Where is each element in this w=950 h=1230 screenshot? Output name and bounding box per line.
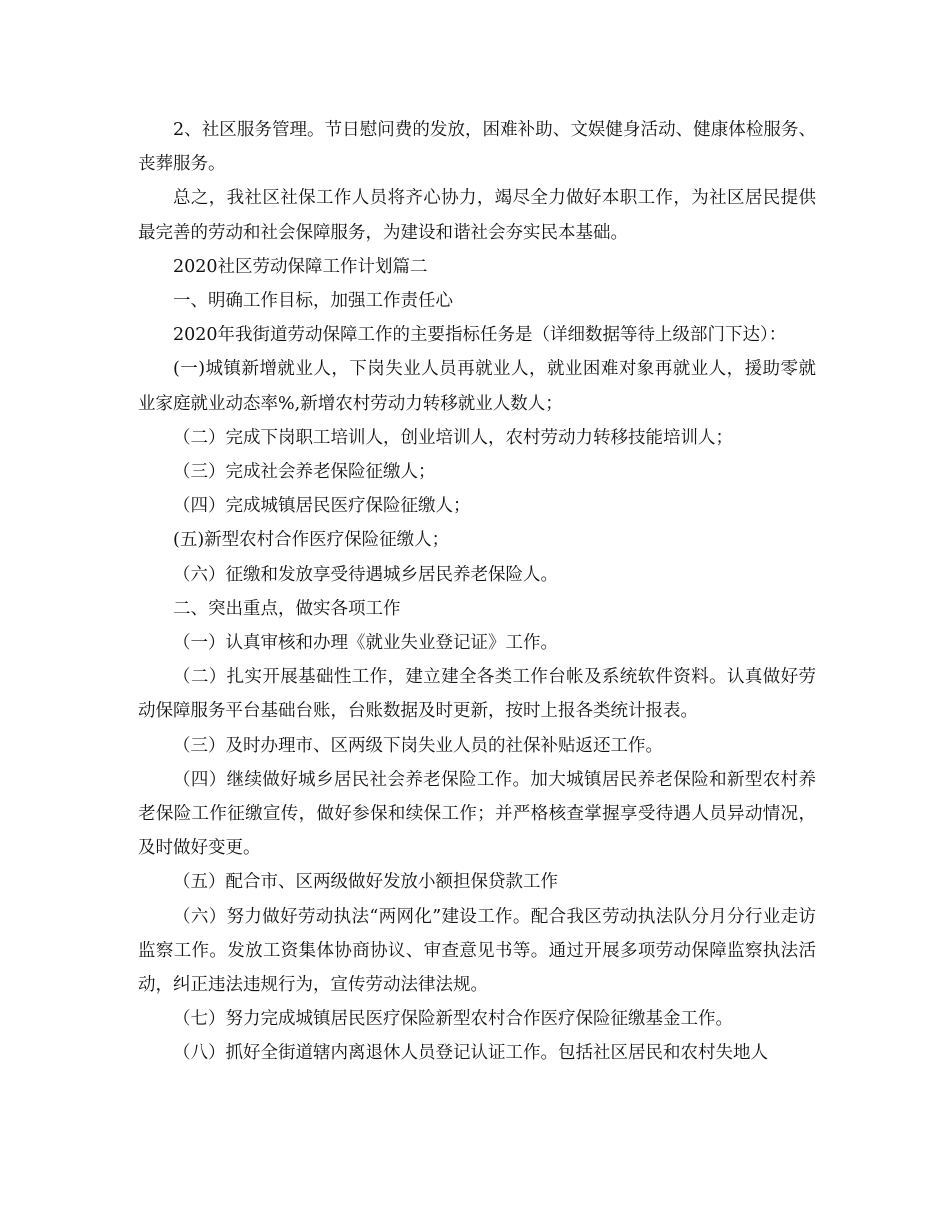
section-title: 2020社区劳动保障工作计划篇二: [173, 256, 428, 277]
list-item: （四）完成城镇居民医疗保险征缴人；: [173, 496, 471, 517]
paragraph: 总之，我社区社保工作人员将齐心协力，竭尽全力做好本职工作，为社区居民提供最完善的劳动和社会保障服务，为建设和谐社会夯实民本基础。: [138, 188, 816, 243]
list-item: （二）扎实开展基础性工作，建立建全各类工作台帐及系统软件资料。认真做好劳动保障服务平台基础台账，台账数据及时更新，按时上报各类统计报表。: [138, 667, 816, 722]
list-item: (一)城镇新增就业人，下岗失业人员再就业人，就业困难对象再就业人，援助零就业家庭就业动态率%,新增农村劳动力转移就业人数人；: [138, 359, 816, 414]
list-item: (五)新型农村合作医疗保险征缴人；: [173, 530, 450, 551]
section-heading: 一、明确工作目标，加强工作责任心: [173, 291, 453, 312]
paragraph: 2、社区服务管理。节日慰问费的发放，困难补助、文娱健身活动、健康体检服务、丧葬服务。: [138, 120, 816, 175]
list-item: （三）完成社会养老保险征缴人；: [173, 462, 436, 483]
list-item: （五）配合市、区两级做好发放小额担保贷款工作: [173, 872, 558, 893]
paragraph: 2020年我街道劳动保障工作的主要指标任务是（详细数据等待上级部门下达）：: [173, 325, 787, 346]
list-item: （一）认真审核和办理《就业失业登记证》工作。: [173, 633, 558, 654]
document-body: [138, 113, 816, 1071]
list-item: （四）继续做好城乡居民社会养老保险工作。加大城镇居民养老保险和新型农村养老保险工作征缴宣传，做好参保和续保工作；并严格核查掌握享受待遇人员异动情况，及时做好变更。: [138, 769, 816, 859]
list-item: （六）征缴和发放享受待遇城乡居民养老保险人。: [173, 564, 558, 585]
list-item: （六）努力做好劳动执法“两网化”建设工作。配合我区劳动执法队分月分行业走访监察工作。发放工资集体协商协议、审查意见书等。通过开展多项劳动保障监察执法活动，纠正违法违规行为，宣传劳动法律法规。: [138, 906, 816, 996]
list-item: （二）完成下岗职工培训人，创业培训人，农村劳动力转移技能培训人；: [173, 427, 733, 448]
list-item: （八）抓好全街道辖内离退休人员登记认证工作。包括社区居民和农村失地人: [173, 1043, 768, 1064]
section-heading: 二、突出重点，做实各项工作: [173, 598, 401, 619]
list-item: （三）及时办理市、区两级下岗失业人员的社保补贴返还工作。: [173, 735, 663, 756]
list-item: （七）努力完成城镇居民医疗保险新型农村合作医疗保险征缴基金工作。: [173, 1009, 733, 1030]
